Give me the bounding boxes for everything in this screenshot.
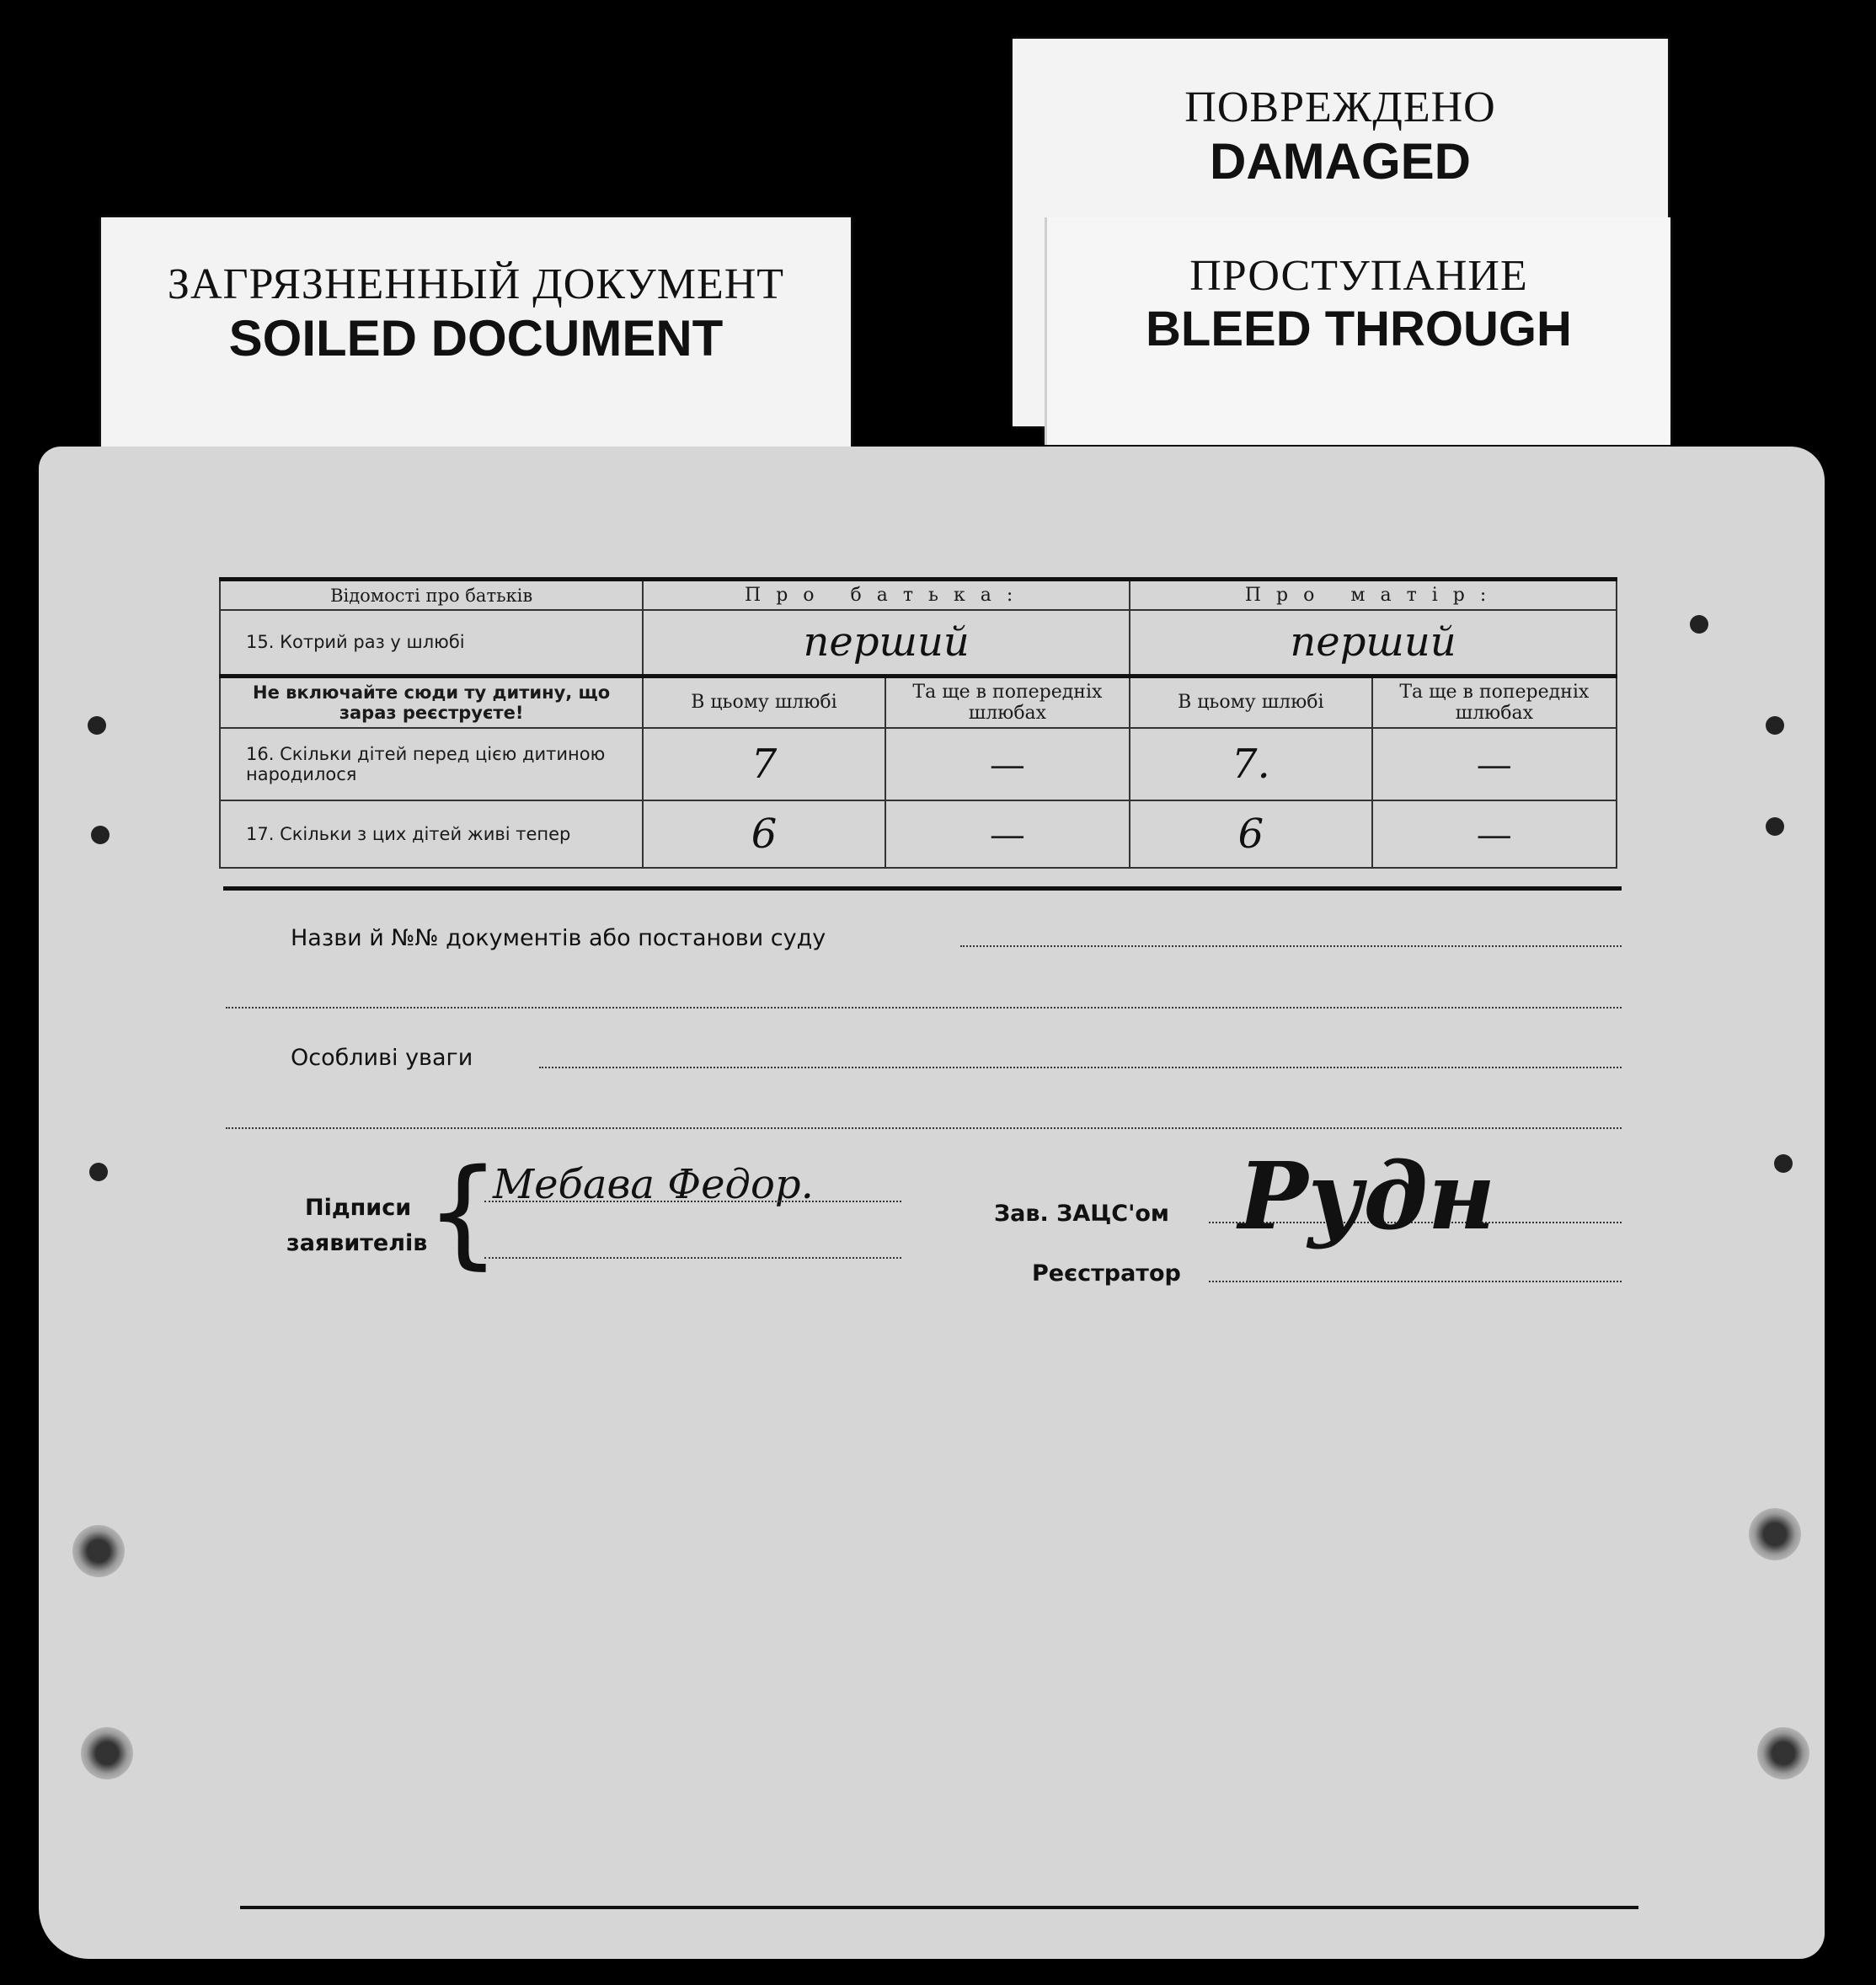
head-label: Зав. ЗАЦС'ом <box>994 1201 1169 1227</box>
bleed-through-label <box>1045 217 1670 445</box>
damaged-label-en: DAMAGED <box>1210 133 1471 190</box>
row16-father-this: 7 <box>643 728 885 800</box>
father-this-marriage-header: В цьому шлюбі <box>643 676 885 728</box>
parents-info-form <box>219 577 1617 869</box>
row16-mother-prev: — <box>1372 728 1617 800</box>
applicants-label-2: заявителів <box>286 1230 428 1256</box>
punch-hole <box>1774 1154 1793 1173</box>
applicant-signature-line-2 <box>484 1257 901 1259</box>
row16-label: 16. Скільки дітей перед цією дитиною народилося <box>220 728 643 800</box>
exclusion-note: Не включайте сюди ту дитину, що зараз реєструєте! <box>220 676 643 728</box>
row15-father-value: перший <box>643 610 1130 676</box>
remarks-field-line-2 <box>226 1127 1622 1129</box>
row17-father-prev: — <box>885 800 1130 868</box>
bleed-label-ru: ПРОСТУПАНИЕ <box>1189 252 1528 300</box>
row17-label: 17. Скільки з цих дітей живі тепер <box>220 800 643 868</box>
punch-hole <box>1757 1727 1809 1779</box>
row15-mother-value: перший <box>1130 610 1617 676</box>
documents-field-line-2 <box>226 1007 1622 1009</box>
soiled-label-en: SOILED DOCUMENT <box>228 310 724 367</box>
remarks-field <box>539 1067 1622 1068</box>
punch-hole <box>72 1525 125 1577</box>
applicants-label-1: Підписи <box>305 1195 412 1221</box>
mother-previous-header: Та ще в попередніх шлюбах <box>1372 676 1617 728</box>
table-bottom-rule <box>223 886 1622 891</box>
mother-this-marriage-header: В цьому шлюбі <box>1130 676 1372 728</box>
father-previous-header: Та ще в попередніх шлюбах <box>885 676 1130 728</box>
row17-mother-prev: — <box>1372 800 1617 868</box>
registrar-label: Реєстратор <box>1032 1260 1181 1287</box>
remarks-label: Особливі уваги <box>291 1045 473 1071</box>
punch-hole <box>1749 1508 1801 1560</box>
applicants-brace: { <box>425 1144 501 1281</box>
damaged-label-ru: ПОВРЕЖДЕНО <box>1184 83 1496 131</box>
punch-hole <box>1766 716 1784 735</box>
row15-label: 15. Котрий раз у шлюбі <box>220 610 643 676</box>
row16-father-prev: — <box>885 728 1130 800</box>
bleed-label-en: BLEED THROUGH <box>1146 302 1572 356</box>
father-header: Про батька: <box>643 580 1130 611</box>
documents-field <box>960 945 1622 947</box>
registrar-signature-line <box>1209 1281 1622 1282</box>
sheet-bottom-rule <box>240 1906 1638 1909</box>
parents-info-header: Відомості про батьків <box>220 580 643 611</box>
head-signature: Рудн <box>1238 1142 1496 1250</box>
soiled-label-ru: ЗАГРЯЗНЕННЫЙ ДОКУМЕНТ <box>167 260 785 308</box>
punch-hole <box>1690 615 1708 634</box>
row16-mother-this: 7. <box>1130 728 1372 800</box>
punch-hole <box>89 1163 108 1181</box>
applicant-signature-line-1 <box>484 1201 901 1202</box>
punch-hole <box>88 716 106 735</box>
punch-hole <box>91 826 110 844</box>
row17-mother-this: 6 <box>1130 800 1372 868</box>
mother-header: Про матір: <box>1130 580 1617 611</box>
soiled-document-label <box>101 217 851 462</box>
documents-label: Назви й №№ документів або постанови суду <box>291 925 826 951</box>
applicant-signature: Мебава Федор. <box>493 1161 814 1208</box>
row17-father-this: 6 <box>643 800 885 868</box>
punch-hole <box>1766 817 1784 836</box>
punch-hole <box>81 1727 133 1779</box>
parents-table <box>219 577 1617 869</box>
